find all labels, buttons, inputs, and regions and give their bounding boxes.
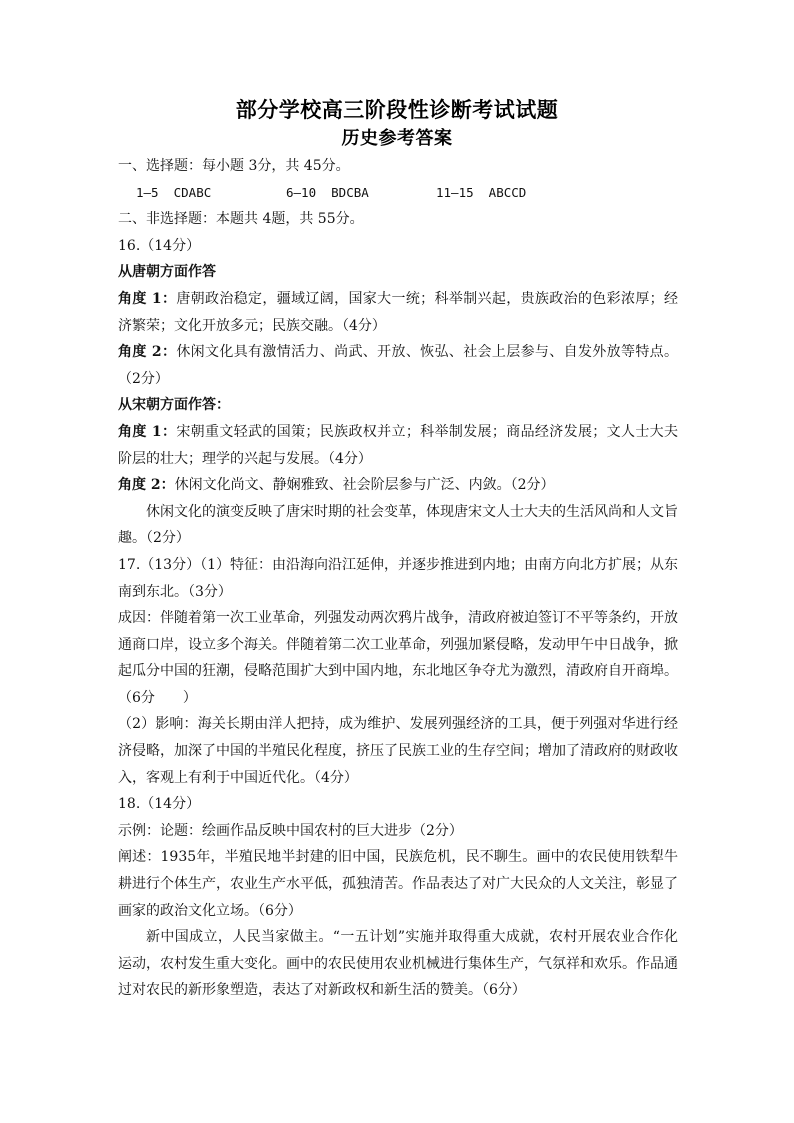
q18-paragraph2: 新中国成立，人民当家做主。“一五计划”实施并取得重大成就，农村开展农业合作化运动，农村发生重大变化。画中的农民使用农业机械进行集体生产，气氛祥和欢乐。作品通过对农民的新形象塑造，表达了对新政权和新生活的赞美。（6分） (118, 929, 678, 999)
q16-tang-angle2 (118, 339, 678, 392)
section2-heading: 二、非选择题：本题共 4题，共 55分。 (118, 211, 364, 228)
q16-song-heading: 从宋朝方面作答： (118, 397, 230, 414)
q17-part2: （2）影响：海关长期由洋人把持，成为维护、发展列强经济的工具，便于列强对华进行经济侵略，加深了中国的半殖民化程度，挤压了民族工业的生存空间；增加了清政府的财政收入，客观上有利于中国近代化。（4分） (118, 716, 678, 786)
q17-part1: 17.（13分）（1）特征：由沿海向沿江延伸，并逐步推进到内地；由南方向北方扩展；从东南到东北。（3分） (118, 556, 678, 600)
q16-tang-angle1 (118, 286, 678, 339)
q16-number: 16.（14分） (118, 237, 201, 254)
angle-label: 角度 1： (118, 423, 177, 440)
answer-key-6-10: 6—10 BDCBA (286, 184, 369, 200)
answer-keys-row (118, 180, 678, 207)
answer-key-1-5: 1—5 CDABC (136, 184, 212, 200)
angle-text: 休闲文化具有激情活力、尚武、开放、恢弘、社会上层参与、自发外放等特点。（2分） (118, 344, 679, 387)
q16-conclusion: 休闲文化的演变反映了唐宋时期的社会变革，体现唐宋文人士大夫的生活风尚和人文旨趣。（2分） (118, 503, 678, 547)
q17-reason: 成因：伴随着第一次工业革命，列强发动两次鸦片战争，清政府被迫签订不平等条约，开放通商口岸，设立多个海关。伴随着第二次工业革命，列强加紧侵略，发动甲午中日战争，掀起瓜分中国的狂潮，侵略范围扩大到中国内地，东北地区争夺尤为激烈，清政府自开商埠。（6分 ） (118, 610, 678, 706)
q18-elaboration: 阐述：1935年，半殖民地半封建的旧中国，民族危机，民不聊生。画中的农民使用铁犁牛耕进行个体生产，农业生产水平低，孤独清苦。作品表达了对广大民众的人文关注，彰显了画家的政治文化立场。（6分） (118, 849, 678, 919)
q16-song-angle1 (118, 419, 678, 472)
angle-text: 休闲文化尚文、静娴雅致、社会阶层参与广泛、内敛。（2分） (174, 477, 555, 494)
q16-song-angle2 (118, 472, 678, 499)
section1-heading: 一、选择题：每小题 3分，共 45分。 (118, 158, 350, 174)
angle-text: 唐朝政治稳定，疆域辽阔，国家大一统；科举制兴起，贵族政治的色彩浓厚；经济繁荣；文化开放多元；民族交融。（4分） (118, 290, 679, 334)
q18-number: 18.（14分） (118, 796, 201, 813)
angle-label: 角度 2： (118, 477, 175, 494)
answer-key-11-15: 11—15 ABCCD (436, 184, 527, 200)
page-title: 部分学校高三阶段性诊断考试试题 (235, 97, 559, 122)
page-subtitle: 历史参考答案 (341, 128, 453, 149)
q18-thesis: 示例：论题：绘画作品反映中国农村的巨大进步（2分） (118, 822, 463, 839)
angle-text: 宋朝重文轻武的国策；民族政权并立；科举制发展；商品经济发展；文人士大夫阶层的壮大；理学的兴起与发展。（4分） (118, 423, 679, 467)
answer-content (118, 153, 678, 1004)
angle-label: 角度 2： (118, 344, 177, 361)
q16-tang-heading: 从唐朝方面作答 (118, 264, 216, 281)
angle-label: 角度 1： (118, 290, 177, 307)
